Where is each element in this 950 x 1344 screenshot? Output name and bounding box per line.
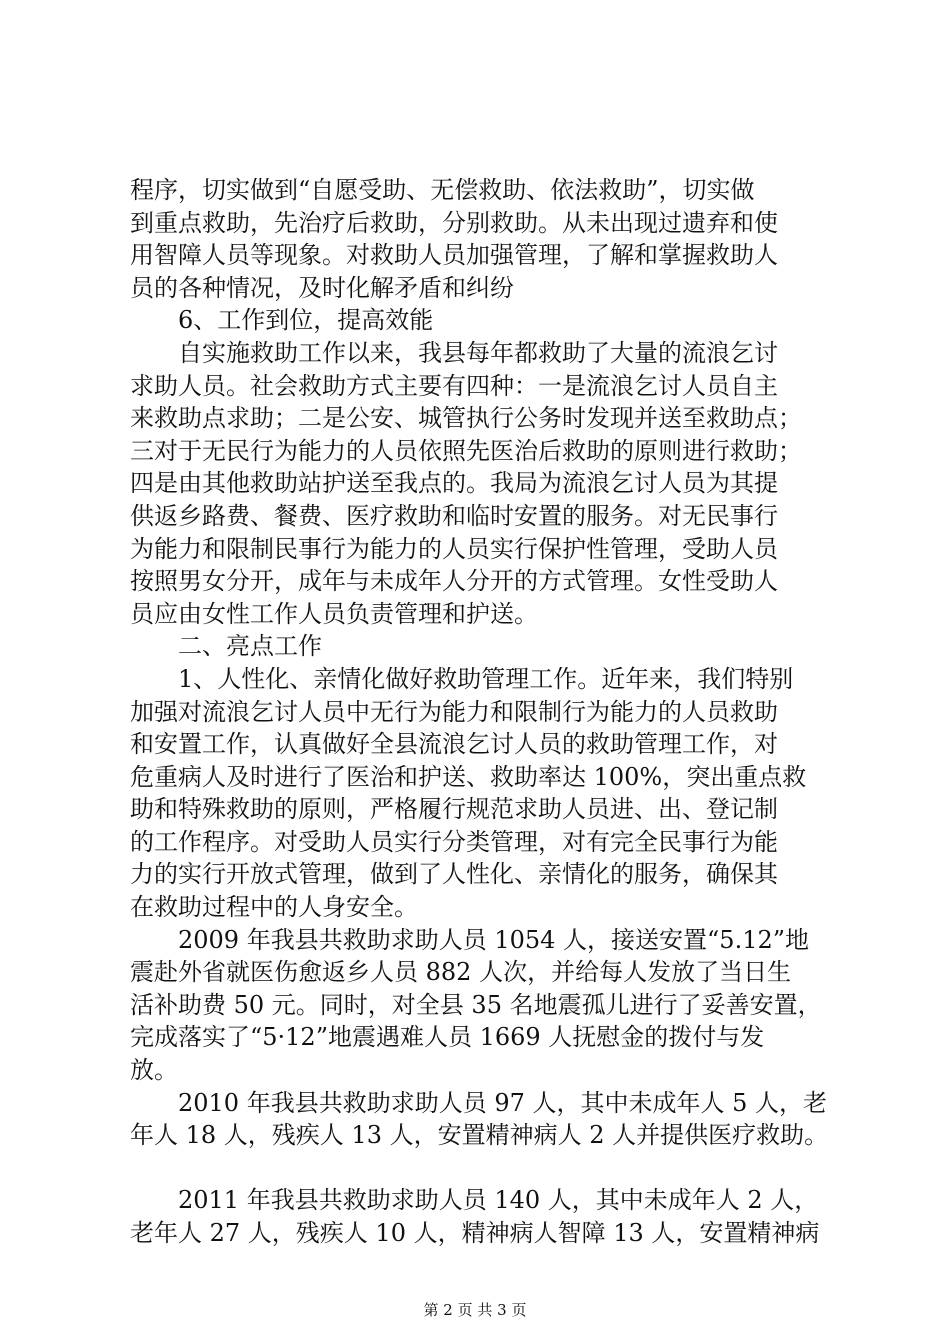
text-line: 员的各种情况，及时化解矛盾和纠纷 <box>130 273 514 302</box>
page-footer: 第 2 页 共 3 页 <box>423 1301 527 1319</box>
text-line: 完成落实了“5·12”地震遇难人员 1669 人抚慰金的拨付与发 <box>130 1023 765 1052</box>
text-line: 的工作程序。对受助人员实行分类管理，对有完全民事行为能 <box>130 827 778 856</box>
text-line: 在救助过程中的人身安全。 <box>130 893 418 922</box>
text-line: 来救助点求助；二是公安、城管执行公务时发现并送至救助点； <box>130 404 802 433</box>
text-line: 放。 <box>130 1056 178 1085</box>
text-line: 2010 年我县共救助求助人员 97 人，其中未成年人 5 人，老 <box>130 1088 828 1117</box>
text-line: 助和特殊救助的原则，严格履行规范求助人员进、出、登记制 <box>130 795 778 824</box>
text-line: 供返乡路费、餐费、医疗救助和临时安置的服务。对无民事行 <box>130 501 778 530</box>
text-line: 程序，切实做到“自愿受助、无偿救助、依法救助”，切实做 <box>130 176 755 204</box>
text-line: 加强对流浪乞讨人员中无行为能力和限制行为能力的人员救助 <box>130 697 778 726</box>
text-line: 6、工作到位，提高效能 <box>130 306 434 335</box>
text-line: 2009 年我县共救助求助人员 1054 人，接送安置“5.12”地 <box>130 925 810 954</box>
text-line: 按照男女分开，成年与未成年人分开的方式管理。女性受助人 <box>130 567 778 596</box>
text-line: 2011 年我县共救助求助人员 140 人，其中未成年人 2 人， <box>130 1186 819 1215</box>
text-line: 员应由女性工作人员负责管理和护送。 <box>130 599 538 628</box>
text-line: 危重病人及时进行了医治和护送、救助率达 100%，突出重点救 <box>130 762 807 791</box>
text-line: 为能力和限制民事行为能力的人员实行保护性管理，受助人员 <box>130 534 778 563</box>
text-line: 活补助费 50 元。同时，对全县 35 名地震孤儿进行了妥善安置， <box>130 990 822 1019</box>
text-line: 自实施救助工作以来，我县每年都救助了大量的流浪乞讨 <box>130 338 778 367</box>
text-line: 震赴外省就医伤愈返乡人员 882 人次，并给每人发放了当日生 <box>130 958 792 987</box>
body-text <box>130 174 830 1250</box>
text-line: 二、亮点工作 <box>130 632 322 661</box>
text-line: 求助人员。社会救助方式主要有四种：一是流浪乞讨人员自主 <box>130 371 778 400</box>
text-line: 和安置工作，认真做好全县流浪乞讨人员的救助管理工作，对 <box>130 730 778 759</box>
text-line: 四是由其他救助站护送至我点的。我局为流浪乞讨人员为其提 <box>130 469 778 498</box>
text-line: 老年人 27 人，残疾人 10 人，精神病人智障 13 人，安置精神病 <box>130 1219 820 1247</box>
text-line: 1、人性化、亲情化做好救助管理工作。近年来，我们特别 <box>130 664 794 693</box>
text-line: 年人 18 人，残疾人 13 人，安置精神病人 2 人并提供医疗救助。 <box>130 1121 829 1150</box>
blank-line <box>130 1152 830 1185</box>
text-line: 到重点救助，先治疗后救助，分别救助。从未出现过遗弃和使 <box>130 208 778 237</box>
text-line: 用智障人员等现象。对救助人员加强管理，了解和掌握救助人 <box>130 241 778 270</box>
text-line: 力的实行开放式管理，做到了人性化、亲情化的服务，确保其 <box>130 860 778 889</box>
text-line: 三对于无民行为能力的人员依照先医治后救助的原则进行救助； <box>130 436 802 465</box>
